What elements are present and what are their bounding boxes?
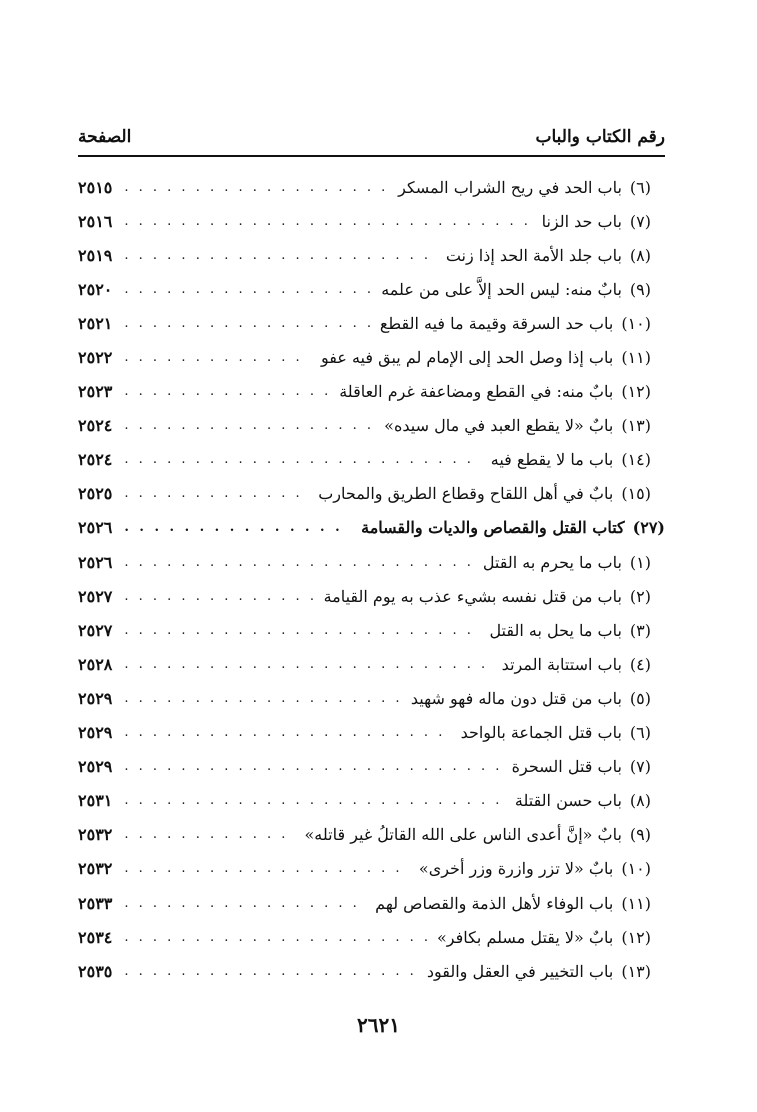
- toc-entry-row: [78, 750, 665, 784]
- entry-number: (٦): [629, 177, 651, 197]
- toc-entry-row: [78, 170, 665, 204]
- entry-title: باب من قتل دون ماله فهو شهيد: [410, 688, 622, 708]
- entry-page-number: ٢٥٢٠: [78, 279, 113, 299]
- toc-entry-row: [78, 409, 665, 443]
- entry-number: (١٠): [621, 313, 651, 333]
- entry-title: بابٌ منه: ليس الحد إلاَّ على من علمه: [381, 279, 622, 299]
- toc-entry-row: [78, 272, 665, 306]
- dot-leader: [124, 316, 370, 331]
- entry-title: باب ما يحل به القتل: [489, 620, 622, 640]
- entry-page-number: ٢٥٢٦: [78, 552, 113, 572]
- entry-title: بابٌ «لا يقطع العبد في مال سيده»: [384, 416, 614, 436]
- dot-leader: [124, 657, 491, 672]
- toc-entry-row: [78, 613, 665, 647]
- dot-leader: [124, 930, 427, 945]
- dot-leader: [124, 691, 400, 706]
- entry-page-number: ٢٥٢٧: [78, 586, 113, 606]
- dot-leader: [124, 827, 294, 842]
- entry-number: (١٢): [621, 382, 651, 402]
- dot-leader: [124, 861, 409, 876]
- entry-number: (١٣): [621, 416, 651, 436]
- entry-page-number: ٢٥٢٧: [78, 620, 113, 640]
- entry-title: باب حد السرقة وقيمة ما فيه القطع: [379, 313, 614, 333]
- entry-page-number: ٢٥٣٣: [78, 893, 113, 913]
- entry-number: (١١): [621, 348, 651, 368]
- entry-number: (٣): [629, 620, 651, 640]
- dot-leader: [124, 520, 351, 535]
- toc-entry-row: [78, 340, 665, 374]
- entry-page-number: ٢٥٢٥: [78, 484, 113, 504]
- dot-leader: [124, 452, 480, 467]
- entry-number: (٢): [629, 586, 651, 606]
- dot-leader: [124, 486, 308, 501]
- dot-leader: [124, 180, 388, 195]
- dot-leader: [124, 623, 479, 638]
- entry-page-number: ٢٥٣٢: [78, 859, 113, 879]
- toc-entry-row: [78, 886, 665, 920]
- entry-title: باب الوفاء لأهل الذمة والقصاص لهم: [375, 893, 614, 913]
- entry-page-number: ٢٥٢٣: [78, 382, 113, 402]
- entry-number: (١٢): [621, 927, 651, 947]
- entry-page-number: ٢٥٢٢: [78, 348, 113, 368]
- entry-number: (١٥): [621, 484, 651, 504]
- dot-leader: [124, 589, 313, 604]
- toc-entry-row: [78, 784, 665, 818]
- entry-title: بابٌ «لا يقتل مسلم بكافر»: [436, 927, 614, 947]
- entry-page-number: ٢٥١٩: [78, 245, 113, 265]
- entry-number: (٨): [629, 791, 651, 811]
- entry-page-number: ٢٥٢٤: [78, 416, 113, 436]
- entry-page-number: ٢٥٣٥: [78, 961, 113, 981]
- entry-number: (٦): [629, 723, 651, 743]
- entry-title: باب استتابة المرتد: [501, 654, 622, 674]
- entry-page-number: ٢٥١٦: [78, 211, 113, 231]
- dot-leader: [124, 282, 371, 297]
- toc-entry-row: [78, 920, 665, 954]
- entry-number: (١٤): [621, 450, 651, 470]
- entry-number: (١٣): [621, 961, 651, 981]
- entry-title: باب حد الزنا: [541, 211, 622, 231]
- dot-leader: [124, 248, 435, 263]
- entry-title: باب ما لا يقطع فيه: [490, 450, 614, 470]
- dot-leader: [124, 964, 416, 979]
- toc-chapter-row: [78, 511, 665, 545]
- toc-entry-row: [78, 375, 665, 409]
- toc-entry-row: [78, 443, 665, 477]
- entry-title: باب الحد في ريح الشراب المسكر: [398, 177, 622, 197]
- entry-page-number: ٢٥٢٦: [78, 518, 113, 538]
- table-of-contents: [78, 170, 665, 988]
- entry-number: (٧): [629, 211, 651, 231]
- toc-entry-row: [78, 647, 665, 681]
- entry-title: بابٌ «إنَّ أعدى الناس على الله القاتلُ غير قاتله»: [304, 825, 622, 845]
- toc-entry-row: [78, 204, 665, 238]
- toc-entry-row: [78, 954, 665, 988]
- entry-number: (٤): [629, 654, 651, 674]
- entry-number: (١٠): [621, 859, 651, 879]
- entry-title: باب ما يحرم به القتل: [482, 552, 622, 572]
- toc-entry-row: [78, 579, 665, 613]
- page-number: ٢٦٢١: [357, 1013, 400, 1037]
- header-chapter-label: رقم الكتاب والباب: [535, 127, 665, 147]
- dot-leader: [124, 214, 531, 229]
- table-header: [78, 120, 665, 154]
- entry-title: باب قتل الجماعة بالواحد: [460, 723, 622, 743]
- entry-title: باب حسن القتلة: [514, 791, 622, 811]
- toc-entry-row: [78, 852, 665, 886]
- entry-number: (٨): [629, 245, 651, 265]
- entry-page-number: ٢٥٢٩: [78, 688, 113, 708]
- entry-number: (٢٧): [632, 518, 665, 538]
- entry-title: باب التخيير في العقل والقود: [426, 961, 614, 981]
- dot-leader: [124, 896, 365, 911]
- dot-leader: [124, 759, 501, 774]
- entry-page-number: ٢٥٣٢: [78, 825, 113, 845]
- entry-page-number: ٢٥٢٩: [78, 757, 113, 777]
- entry-title: بابٌ في أهل اللقاح وقطاع الطريق والمحارب: [318, 484, 614, 504]
- toc-entry-row: [78, 477, 665, 511]
- entry-page-number: ٢٥٢٨: [78, 654, 113, 674]
- entry-title: كتاب القتل والقصاص والديات والقسامة: [361, 518, 625, 538]
- entry-page-number: ٢٥٢١: [78, 313, 113, 333]
- entry-page-number: ٢٥١٥: [78, 177, 113, 197]
- entry-page-number: ٢٥٢٩: [78, 723, 113, 743]
- entry-page-number: ٢٥٣٤: [78, 927, 113, 947]
- dot-leader: [124, 350, 311, 365]
- dot-leader: [124, 725, 450, 740]
- toc-entry-row: [78, 306, 665, 340]
- entry-title: بابٌ منه: في القطع ومضاعفة غرم العاقلة: [339, 382, 614, 402]
- entry-number: (١): [629, 552, 651, 572]
- entry-title: باب من قتل نفسه بشيء عذب به يوم القيامة: [323, 586, 622, 606]
- toc-entry-row: [78, 818, 665, 852]
- entry-number: (٧): [629, 757, 651, 777]
- dot-leader: [124, 418, 374, 433]
- toc-entry-row: [78, 545, 665, 579]
- entry-title: باب جلد الأمة الحد إذا زنت: [445, 245, 622, 265]
- entry-number: (٥): [629, 688, 651, 708]
- header-divider: [78, 155, 665, 157]
- entry-number: (٩): [629, 825, 651, 845]
- dot-leader: [124, 555, 472, 570]
- toc-entry-row: [78, 681, 665, 715]
- entry-title: باب إذا وصل الحد إلى الإمام لم يبق فيه عفو: [320, 348, 614, 368]
- dot-leader: [124, 793, 505, 808]
- entry-number: (١١): [621, 893, 651, 913]
- toc-entry-row: [78, 238, 665, 272]
- entry-page-number: ٢٥٢٤: [78, 450, 113, 470]
- dot-leader: [124, 384, 329, 399]
- toc-entry-row: [78, 716, 665, 750]
- entry-number: (٩): [629, 279, 651, 299]
- entry-title: باب قتل السحرة: [511, 757, 622, 777]
- entry-page-number: ٢٥٣١: [78, 791, 113, 811]
- entry-title: بابٌ «لا تزر وازرة وزر أخرى»: [418, 859, 614, 879]
- header-page-label: الصفحة: [78, 127, 132, 147]
